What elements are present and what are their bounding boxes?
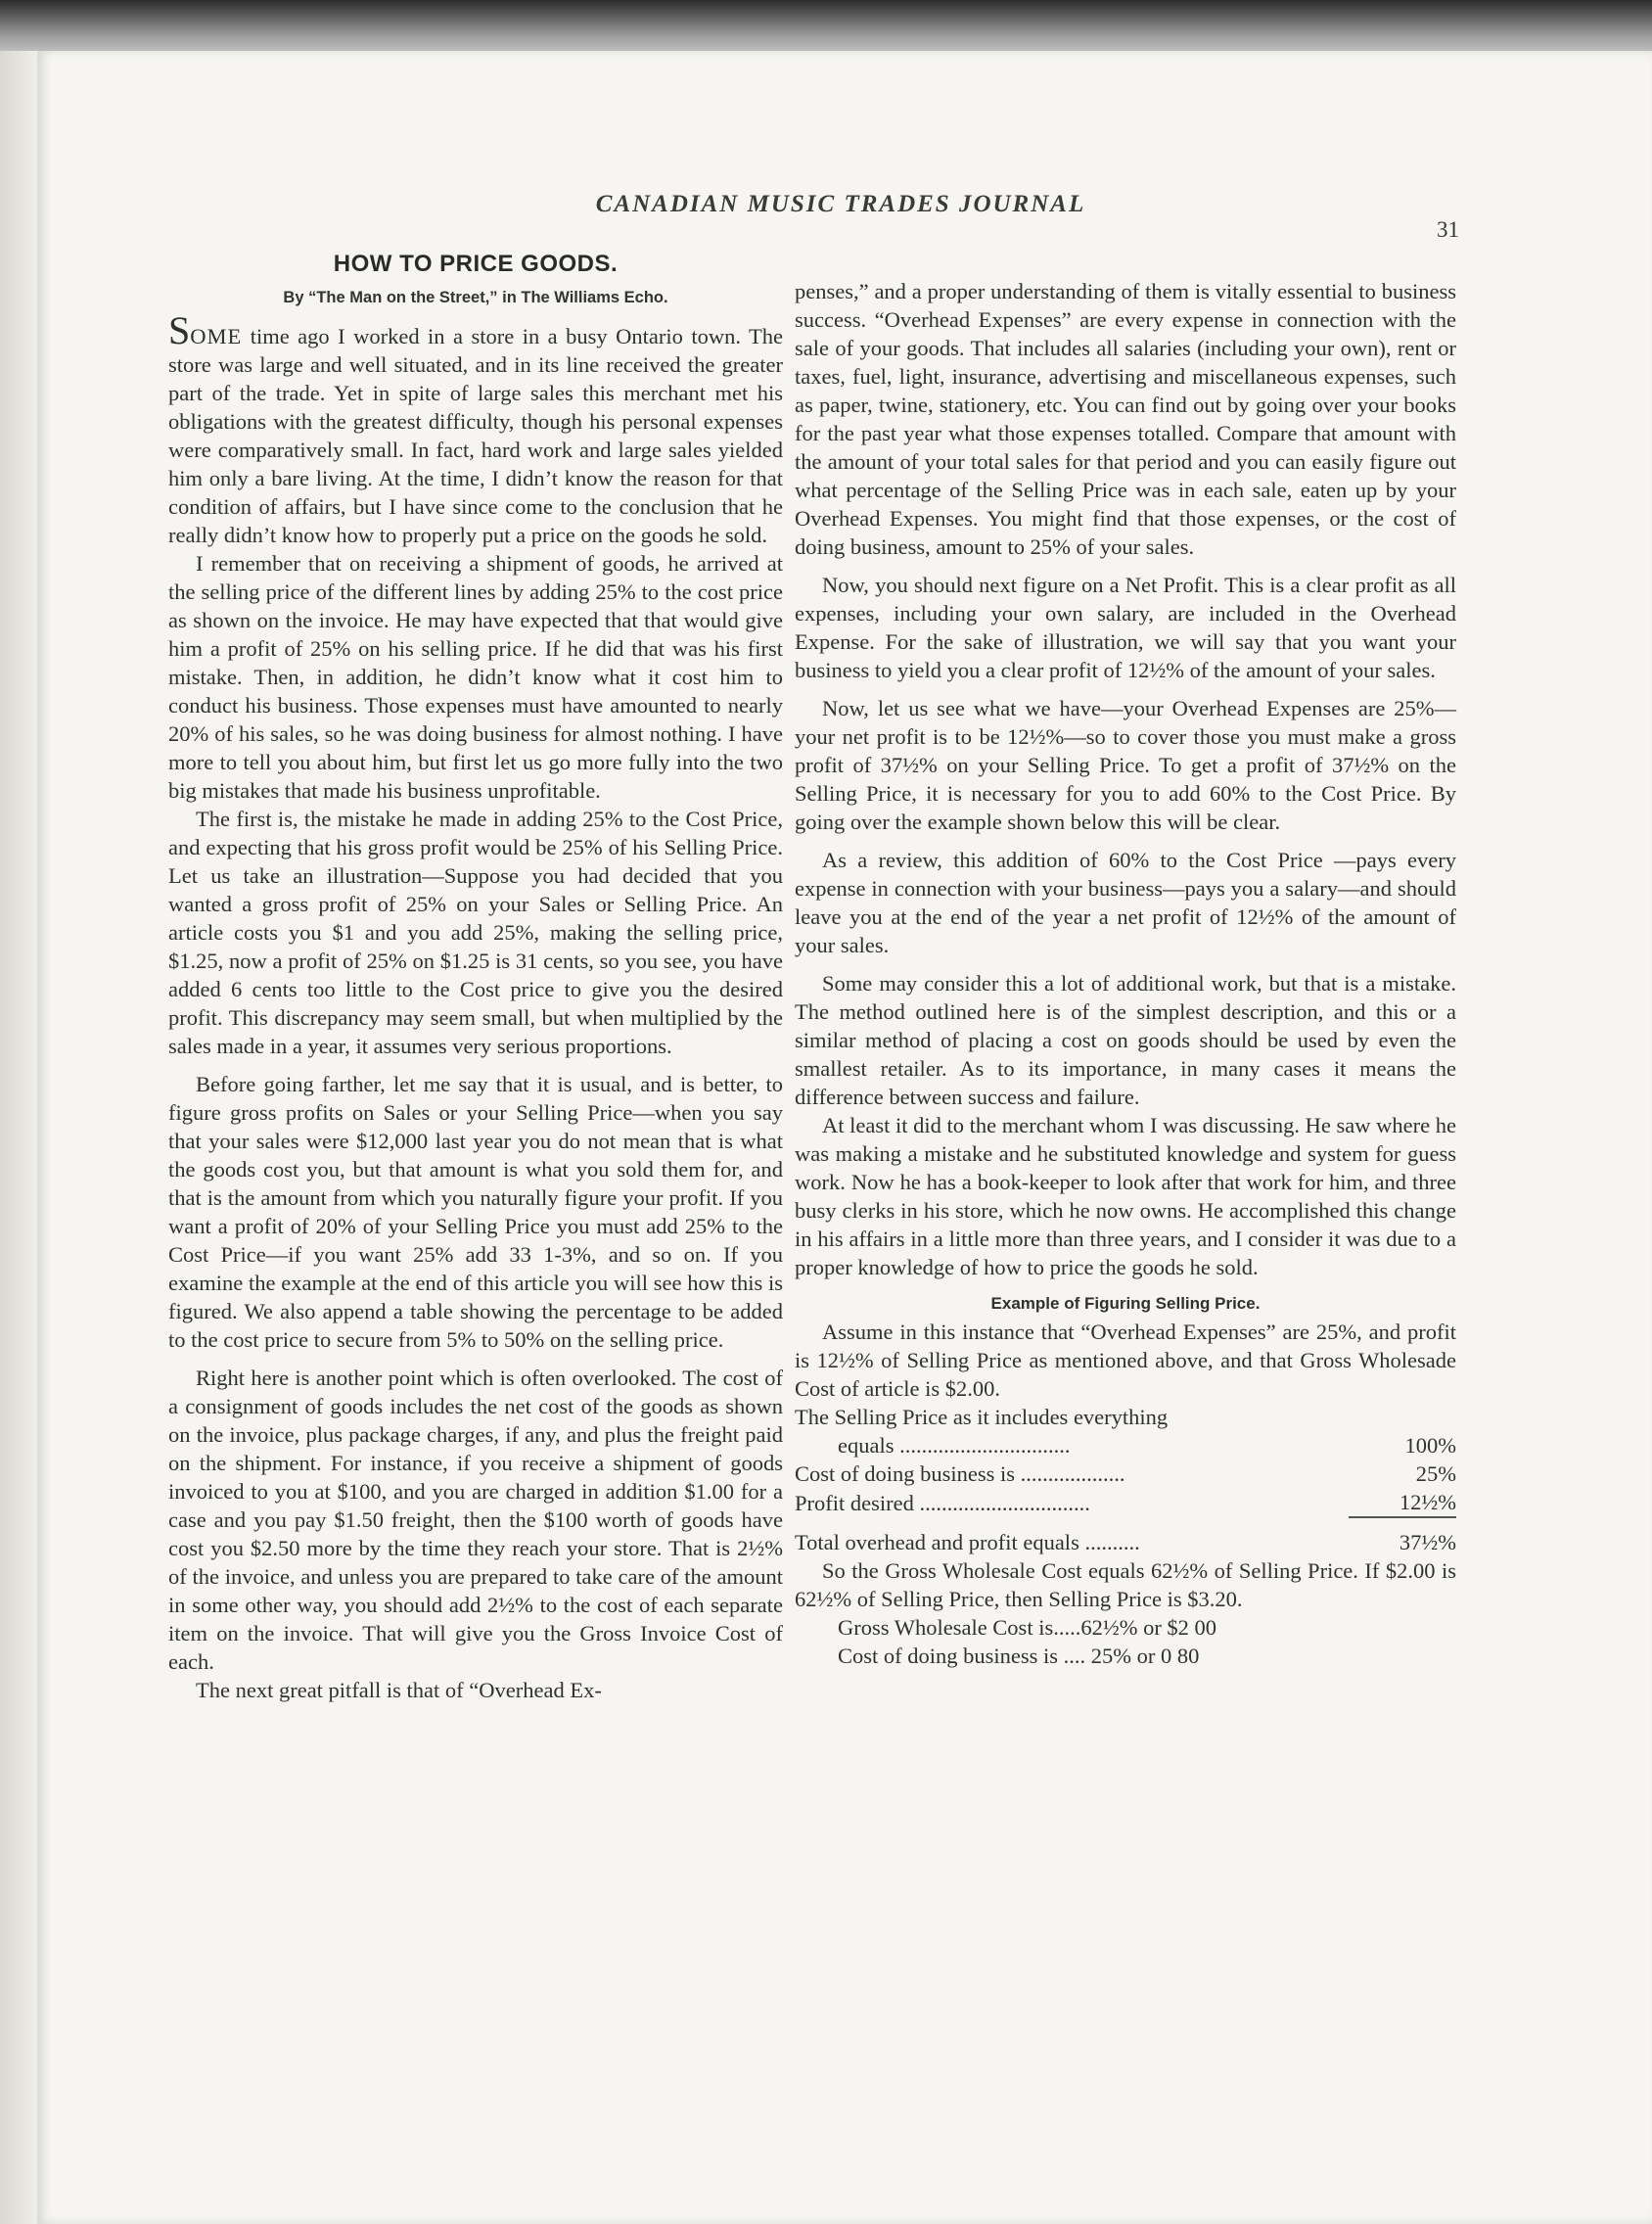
page-number: 31 bbox=[1437, 217, 1459, 242]
left-column bbox=[168, 250, 783, 1704]
calc-line-2: Cost of doing business is .... 25% or 0 80 bbox=[838, 1644, 1200, 1668]
table-row bbox=[795, 1460, 1456, 1488]
paragraph-1-text: time ago I worked in a store in a busy Ontario town. The store was large and well situated, and in its line received the greater part of the trade. Yet in spite of large sales this merchant met his obligations with the greatest difficulty, though his personal expenses were comparatively small. In fact, hard work and large sales yielded him only a bare living. At the time, I didn’t know the reason for that condition of affairs, but I have since come to the conclusion that he really didn’t know how to properly put a price on the goods he sold. bbox=[168, 324, 783, 547]
paragraph-9: Now, let us see what we have—your Overhead Expenses are 25%—your net profit is to be 12½%—so to cover those you must make a gross profit of 37½% on your Selling Price. To get a profit of 37½% on the Selling Price, it is necessary for you to add 60% to the Cost Price. By going over the example shown below this will be clear. bbox=[795, 696, 1456, 834]
row-label: The Selling Price as it includes everything bbox=[795, 1405, 1169, 1429]
row-value bbox=[1349, 1403, 1456, 1431]
row-value: 25% bbox=[1415, 1461, 1456, 1486]
calc-line-1: Gross Wholesale Cost is.....62½% or $2 00 bbox=[838, 1615, 1217, 1640]
total-row bbox=[795, 1517, 1456, 1556]
table-row bbox=[795, 1403, 1456, 1431]
right-column bbox=[795, 277, 1456, 1670]
paragraph-6: The next great pitfall is that of “Overhead Ex- bbox=[196, 1678, 602, 1702]
paragraph-4: Before going farther, let me say that it is usual, and is better, to figure gross profits on Sales or your Selling Price—when you say that your sales were $12,000 last year you do not mean that is what the goods cost you, but that amount is what you sold them for, and that is the amount from which you naturally figure your profit. If you want a profit of 20% of your Selling Price you must add 25% to the Cost Price—if you want 25% add 33 1-3%, and so on. If you examine the example at the end of this article you will see how this is figured. We also append a table showing the percentage to be added to the cost price to secure from 5% to 50% on the selling price. bbox=[168, 1072, 783, 1352]
paragraph-8: Now, you should next figure on a Net Profit. This is a clear profit as all expenses, including your own salary, are included in the Overhead Expense. For the sake of illustration, we will say that you want your business to yield you a clear profit of 12½% of the amount of your sales. bbox=[795, 573, 1456, 682]
article-title: HOW TO PRICE GOODS. bbox=[333, 251, 619, 277]
paragraph-5: Right here is another point which is often overlooked. The cost of a consignment of goods includes the net cost of the goods as shown on the invoice, plus package charges, if any, and plus the freight paid on the shipment. For instance, if you receive a shipment of goods invoiced to you at $100, and you are charged in addition $1.00 for a case and you pay $1.50 freight, then the $100 worth of goods have cost you $2.50 more by the time they reach your store. That is 2½% of the invoice, and unless you are prepared to take care of the amount in some other way, you should add 2½% to the cost of each separate item on the invoice. That will give you the Gross Invoice Cost of each. bbox=[168, 1366, 783, 1674]
lead-word: OME bbox=[190, 324, 243, 348]
table-row bbox=[795, 1488, 1456, 1517]
paragraph-7: penses,” and a proper understanding of them is vitally essential to business success. “Overhead Expenses” are every expense in connection with the sale of your goods. That includes all salaries (including your own), rent or taxes, fuel, light, insurance, advertising and miscellaneous expenses, such as paper, twine, stationery, etc. You can find out by going over your books for the past year what those expenses totalled. Compare that amount with the amount of your total sales for that period and you can easily figure out what percentage of the Selling Price was in each sale, eaten up by your Overhead Expenses. You might find that those expenses, or the cost of doing business, amount to 25% of your sales. bbox=[795, 279, 1456, 559]
example-intro: Assume in this instance that “Overhead Expenses” are 25%, and profit is 12½% of Selling Price as mentioned above, and that Gross Wholesade Cost of article is $2.00. bbox=[795, 1320, 1456, 1401]
table-row bbox=[795, 1431, 1456, 1460]
total-value: 37½% bbox=[1399, 1530, 1456, 1554]
page-gutter bbox=[0, 51, 37, 2224]
example-table bbox=[795, 1403, 1456, 1556]
paragraph-1 bbox=[168, 308, 783, 549]
example-conclusion: So the Gross Wholesale Cost equals 62½% of Selling Price. If $2.00 is 62½% of Selling Price, then Selling Price is $3.20. bbox=[795, 1558, 1456, 1611]
drop-cap: S bbox=[168, 308, 191, 352]
paragraph-11: Some may consider this a lot of additional work, but that is a mistake. The method outlined here is of the simplest description, and this or a similar method of placing a cost on goods should be used by even the smallest retailer. As to its importance, in many cases it means the difference between success and failure. bbox=[795, 971, 1456, 1109]
paragraph-12: At least it did to the merchant whom I was discussing. He saw where he was making a mistake and he substituted knowledge and system for guess work. Now he has a book-keeper to look after that work for him, and three busy clerks in his store, which he now owns. He accomplished this change in his affairs in a little more than three years, and I consider it was due to a proper knowledge of how to price the goods he sold. bbox=[795, 1113, 1456, 1279]
row-value: 100% bbox=[1404, 1433, 1456, 1458]
article-byline: By “The Man on the Street,” in The Williams Echo. bbox=[283, 289, 668, 306]
total-label: Total overhead and profit equals .......... bbox=[795, 1530, 1140, 1554]
paragraph-3: The first is, the mistake he made in adding 25% to the Cost Price, and expecting that his gross profit would be 25% of his Selling Price. Let us take an illustration—Suppose you had decided that you wanted a gross profit of 25% on your Sales or Selling Price. An article costs you $1 and you add 25%, making the selling price, $1.25, now a profit of 25% on $1.25 is 31 cents, so you see, you have added 6 cents too little to the Cost price to give you the desired profit. This discrepancy may seem small, but when multiplied by the sales made in a year, it assumes very serious proportions. bbox=[168, 807, 783, 1058]
row-label: Profit desired ............................... bbox=[795, 1491, 1090, 1515]
running-head: CANADIAN MUSIC TRADES JOURNAL bbox=[595, 191, 1086, 217]
row-value: 12½% bbox=[1349, 1488, 1456, 1517]
paragraph-10: As a review, this addition of 60% to the Cost Price —pays every expense in connection with your business—pays you a salary—and should leave you at the end of the year a net profit of 12½% of the amount of your sales. bbox=[795, 848, 1456, 957]
row-label: Cost of doing business is ................... bbox=[795, 1461, 1125, 1486]
book-binding-edge bbox=[0, 0, 1652, 59]
row-label: equals ............................... bbox=[838, 1433, 1071, 1458]
paragraph-2: I remember that on receiving a shipment of goods, he arrived at the selling price of the different lines by adding 25% to the cost price as shown on the invoice. He may have expected that that would give him a profit of 25% on his selling price. If he did that was his first mistake. Then, in addition, he didn’t know what it cost him to conduct his business. Those expenses must have amounted to nearly 20% of his sales, so he was doing business for almost nothing. I have more to tell you about him, but first let us go more fully into the two big mistakes that made his business unprofitable. bbox=[168, 551, 783, 803]
example-heading: Example of Figuring Selling Price. bbox=[990, 1294, 1261, 1313]
